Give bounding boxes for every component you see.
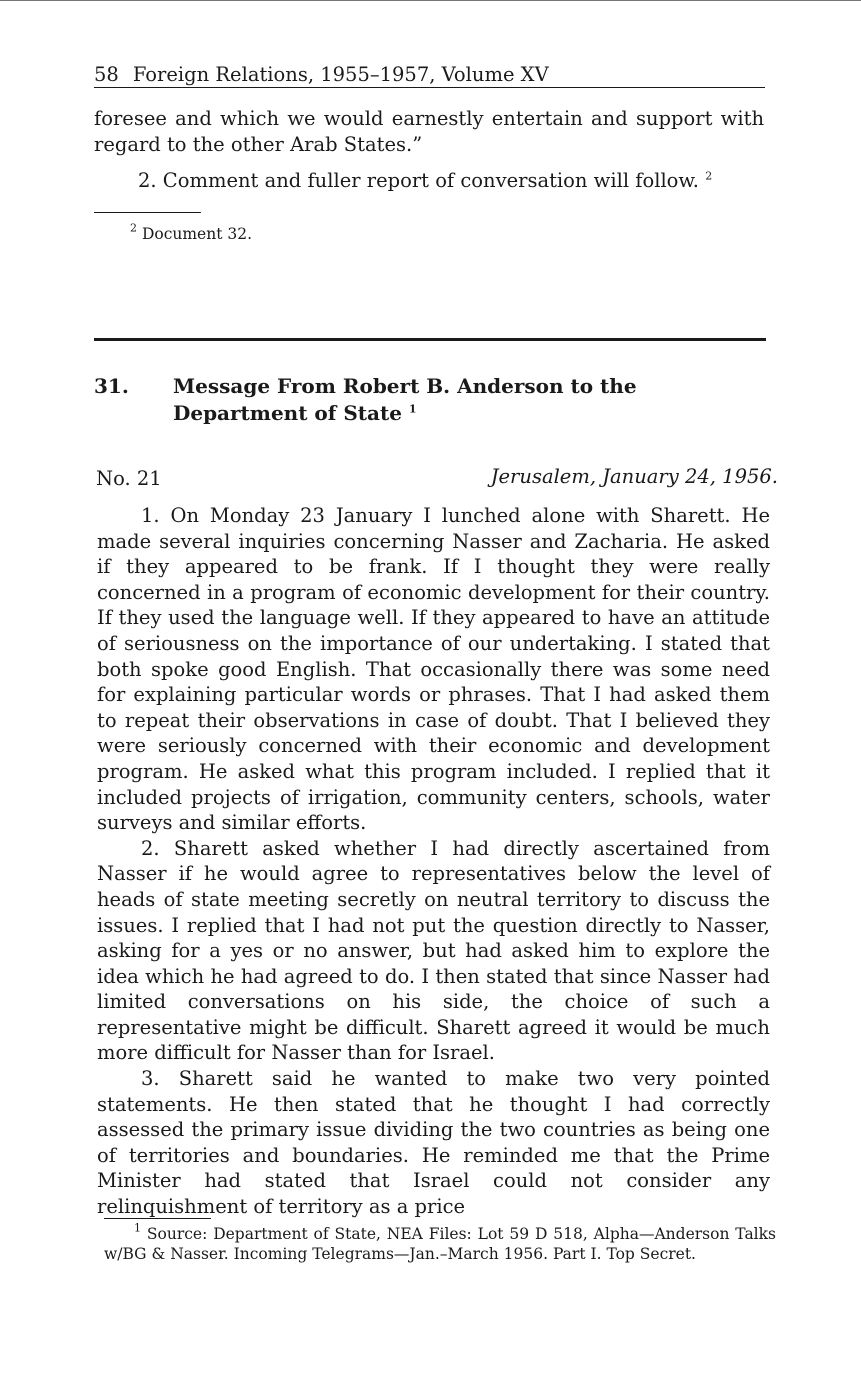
message-place-date: Jerusalem, January 24, 1956. [490,465,778,488]
footnote-ref-2: 2 [705,169,713,183]
body-paragraph-2: 2. Sharett asked whether I had directly ascertained from Nasser if he would agree to representatives below the level of heads of state meeting secretly on neutral territory to discuss the issues. I replied that I had not put the question directly to Nasser, asking for a yes or no answer, but had asked him to explore the idea which he had agreed to do. I then stated that since Nasser had limited conversations on his side, the choice of such a representative might be difficult. Sharett agreed it would be much more difficult for Nasser than for Israel. [97,836,770,1065]
document-title-text: Message From Robert B. Anderson to the Department of State [173,374,637,425]
running-head-title: Foreign Relations, 1955–1957, Volume XV [132,63,549,86]
body-paragraph-1: 1. On Monday 23 January I lunched alone with Sharett. He made several inquiries concerning Nasser and Zacharia. He asked if they appeared to be frank. If I thought they were really concerned in a program of economic development for their country. If they used the language well. If they appeared to have an attitude of seriousness on the importance of our undertaking. I stated that both spoke good English. That occasionally there was some need for explaining particular words or phrases. That I had asked them to repeat their observations in case of doubt. That I believed they were seriously concerned with their economic and development program. He asked what this program included. I replied that it included projects of irrigation, community centers, schools, water surveys and similar efforts. [97,504,770,835]
footnote-ref-1: 1 [408,402,417,416]
message-number: No. 21 [96,467,162,490]
footnote-top [130,221,430,244]
document-number: 31. [94,374,129,398]
document-title [173,373,763,427]
continuation-block [94,106,764,194]
footnote-marker-2: 2 [130,221,137,235]
footnote-top-text: Document 32. [141,225,253,243]
message-body [97,503,770,1220]
continuation-paragraph-2-text: 2. Comment and fuller report of conversation will follow. [138,169,699,193]
continuation-paragraph-2 [94,168,764,194]
footnote-bottom [104,1221,776,1264]
running-head [94,63,765,88]
footnote-marker-1: 1 [134,1221,141,1235]
footnote-rule-top [94,212,201,213]
footnote-rule-bottom [104,1218,211,1219]
document-separator-rule [94,338,766,341]
footnote-bottom-text: Source: Department of State, NEA Files: Lot 59 D 518, Alpha—Anderson Talks w/BG & Nasser. Incoming Telegrams—Jan.–March 1956. Part I. Top Secret. [104,1225,776,1263]
body-paragraph-3: 3. Sharett said he wanted to make two very pointed statements. He then stated that he thought I had correctly assessed the primary issue dividing the two countries as being one of territories and boundaries. He reminded me that the Prime Minister had stated that Israel could not consider any relinquishment of territory as a price [97,1067,770,1219]
continuation-paragraph: foresee and which we would earnestly entertain and support with regard to the other Arab States.” [94,107,764,156]
page-number: 58 [94,63,119,86]
top-edge-rule [0,0,861,1]
